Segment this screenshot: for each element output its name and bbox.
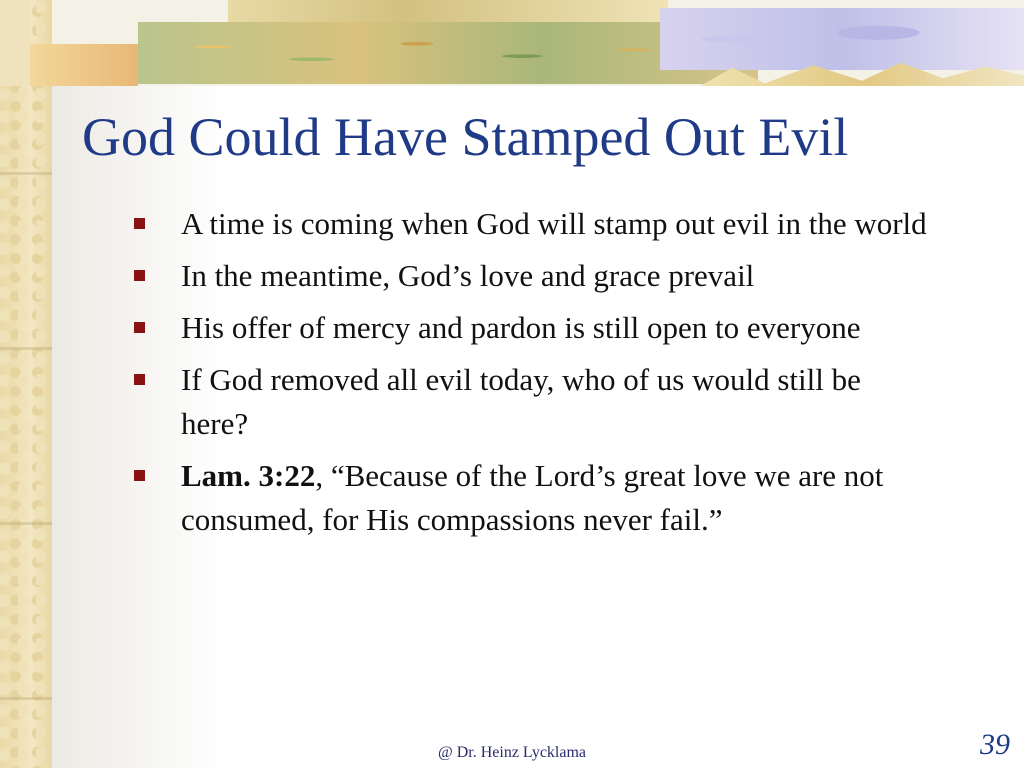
scripture-reference: Lam. 3:22 [181,458,316,493]
leaf-decoration [30,44,138,86]
bullet-text: , “Because of the Lord’s great love we are not consumed, for His compassions never fail.” [181,458,884,537]
bullet-item [128,254,928,298]
slide-title: God Could Have Stamped Out Evil [82,107,849,167]
bullet-item [128,306,928,350]
bullet-item [128,202,928,246]
footer-credit: @ Dr. Heinz Lycklama [437,744,587,761]
bullet-item [128,454,928,542]
bullet-item [128,358,928,446]
bullet-list [128,202,928,550]
bullet-text: His offer of mercy and pardon is still open to everyone [181,310,861,345]
square-bullet-icon [134,374,145,385]
square-bullet-icon [134,218,145,229]
square-bullet-icon [134,270,145,281]
bullet-text: A time is coming when God will stamp out evil in the world [181,206,927,241]
square-bullet-icon [134,322,145,333]
bullet-text: If God removed all evil today, who of us would still be here? [181,362,861,441]
slide-number: 39 [980,728,1010,761]
square-bullet-icon [134,470,145,481]
flowers-image [660,8,1024,70]
bullet-text: In the meantime, God’s love and grace prevail [181,258,755,293]
left-decorative-strip [0,0,52,768]
leaf-decoration [228,0,668,24]
